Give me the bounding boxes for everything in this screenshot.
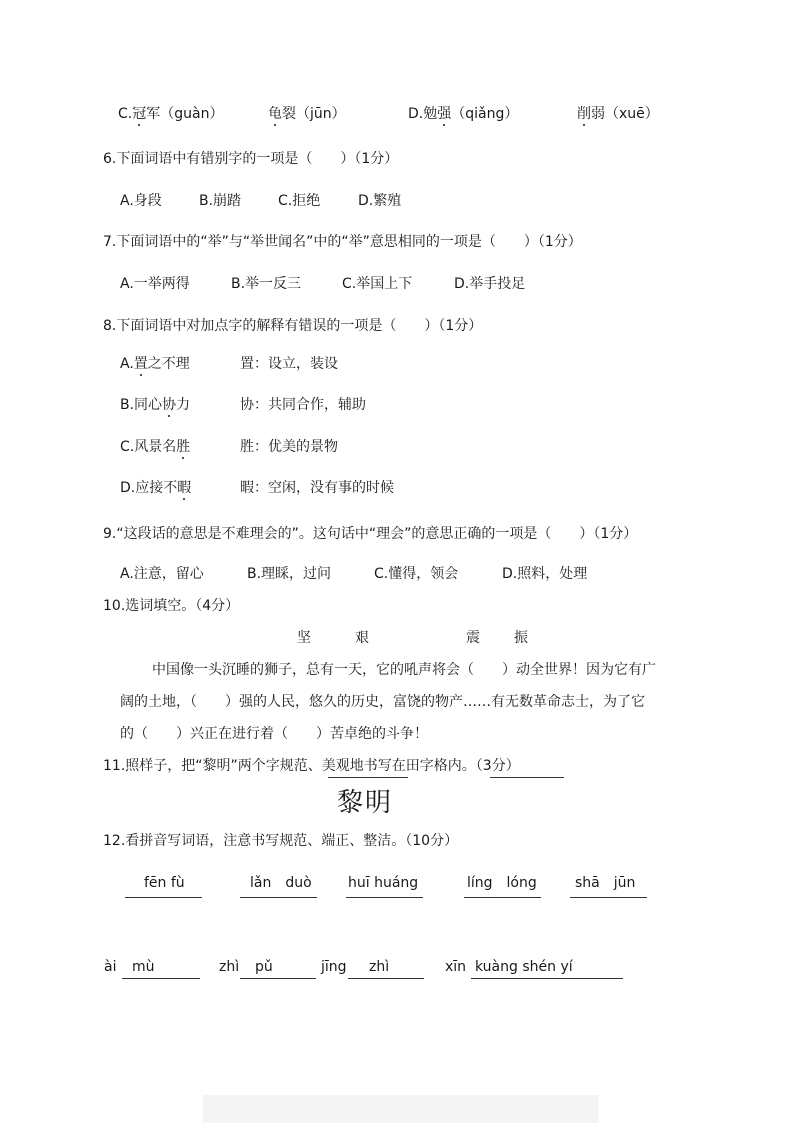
q7-option-d: D.举手投足 xyxy=(454,276,526,292)
pinyin-huihuang: huī huáng xyxy=(348,875,419,891)
q5-option-e: 龟裂（jūn） xyxy=(268,106,346,122)
pinyin-jingzhi-prefix: jīng xyxy=(321,959,347,975)
q8-item-a-explain: 置：设立，装设 xyxy=(240,356,338,372)
q7-stem: 7.下面词语中的“举”与“举世闻名”中的“举”意思相同的一项是（ ）（1分） xyxy=(103,234,582,250)
q5-option-d: D.勉强（qiǎng） xyxy=(408,106,519,122)
q7-option-b: B.举一反三 xyxy=(231,276,302,292)
q12-stem: 12.看拼音写词语，注意书写规范、端正、整洁。（10分） xyxy=(103,833,459,849)
q6-option-b: B.崩踏 xyxy=(199,193,242,209)
pinyin-aimu-suffix: mù xyxy=(132,959,155,975)
q7-option-a: A.一举两得 xyxy=(120,276,190,292)
q10-word-jian-hard: 艰 xyxy=(355,630,369,646)
q8-item-d-word: D.应接不暇 xyxy=(120,480,192,496)
answer-line-7[interactable] xyxy=(240,978,316,979)
dotted-char: 削 xyxy=(577,106,591,122)
answer-line-8[interactable] xyxy=(348,978,424,979)
dotted-char: 置 xyxy=(133,356,148,372)
q9-option-d: D.照料，处理 xyxy=(502,566,588,582)
pinyin-jingzhi-suffix: zhì xyxy=(369,959,390,975)
q8-item-b-explain: 协：共同合作，辅助 xyxy=(240,397,366,413)
dotted-char: 暇 xyxy=(177,480,192,496)
answer-line-9[interactable] xyxy=(471,978,623,979)
q5-option-f: 削弱（xuē） xyxy=(577,106,659,122)
q7-option-c: C.举国上下 xyxy=(342,276,413,292)
answer-line-3[interactable] xyxy=(346,897,423,898)
pinyin-zhipu-prefix: zhì xyxy=(219,959,240,975)
q10-stem: 10.选词填空。（4分） xyxy=(103,598,240,614)
q11-stem: 11.照样子，把“黎明”两个字规范、美观地书写在田字格内。（3分） xyxy=(103,758,520,774)
q8-item-d-explain: 暇：空闲，没有事的时候 xyxy=(240,480,394,496)
pinyin-zhipu-suffix: pǔ xyxy=(255,959,273,975)
pinyin-fenfu: fēn fù xyxy=(144,875,185,891)
q9-stem: 9.“这段话的意思是不难理会的”。这句话中“理会”的意思正确的一项是（ ）（1分） xyxy=(103,526,638,542)
q5-option-c: C.冠军（guàn） xyxy=(118,106,224,122)
q6-option-c: C.拒绝 xyxy=(278,193,321,209)
pinyin-xinkuang-suffix: kuàng shén yí xyxy=(475,959,573,975)
pinyin-aimu-prefix: ài xyxy=(104,959,117,975)
q10-word-zhen-rise: 振 xyxy=(514,630,528,646)
q11-underline-1 xyxy=(328,777,408,778)
answer-line-2[interactable] xyxy=(240,897,317,898)
pinyin-xinkuang-prefix: xīn xyxy=(445,959,467,975)
footer-bar xyxy=(203,1095,599,1123)
dotted-char: 强 xyxy=(437,106,452,122)
q10-paragraph-line1: 中国像一头沉睡的狮子，总有一天，它的吼声将会（ ）动全世界！因为它有广 xyxy=(152,662,656,678)
q6-stem: 6.下面词语中有错别字的一项是（ ）（1分） xyxy=(103,151,399,167)
q9-option-a: A.注意，留心 xyxy=(120,566,204,582)
q9-option-b: B.理睬，过问 xyxy=(247,566,332,582)
dotted-char: 冠 xyxy=(132,106,147,122)
q8-item-a-word: A.置之不理 xyxy=(120,356,190,372)
q6-option-d: D.繁殖 xyxy=(358,193,402,209)
q6-option-a: A.身段 xyxy=(120,193,162,209)
q8-stem: 8.下面词语中对加点字的解释有错误的一项是（ ）（1分） xyxy=(103,318,483,334)
answer-line-5[interactable] xyxy=(570,897,647,898)
q8-item-b-word: B.同心协力 xyxy=(120,397,191,413)
q10-word-zhen-shake: 震 xyxy=(466,630,480,646)
q10-word-jian-firm: 坚 xyxy=(297,630,311,646)
answer-line-1[interactable] xyxy=(125,897,202,898)
answer-line-6[interactable] xyxy=(122,978,200,979)
q11-underline-2 xyxy=(490,777,564,778)
q11-sample-characters: 黎明 xyxy=(337,788,394,818)
answer-line-4[interactable] xyxy=(464,897,541,898)
pinyin-shajun: shā jūn xyxy=(575,875,636,891)
dotted-char: 龟 xyxy=(268,106,282,122)
pinyin-linglong: líng lóng xyxy=(467,875,537,891)
dotted-char: 协 xyxy=(162,397,177,413)
q8-item-c-explain: 胜：优美的景物 xyxy=(240,439,338,455)
dotted-char: 胜 xyxy=(176,439,191,455)
q10-paragraph-line3: 的（ ）兴正在进行着（ ）苦卓绝的斗争！ xyxy=(120,726,428,742)
q10-paragraph-line2: 阔的土地，（ ）强的人民，悠久的历史，富饶的物产……有无数革命志士，为了它 xyxy=(120,694,645,710)
pinyin-landuo: lǎn duò xyxy=(250,875,312,891)
q8-item-c-word: C.风景名胜 xyxy=(120,439,191,455)
q9-option-c: C.懂得，领会 xyxy=(374,566,459,582)
